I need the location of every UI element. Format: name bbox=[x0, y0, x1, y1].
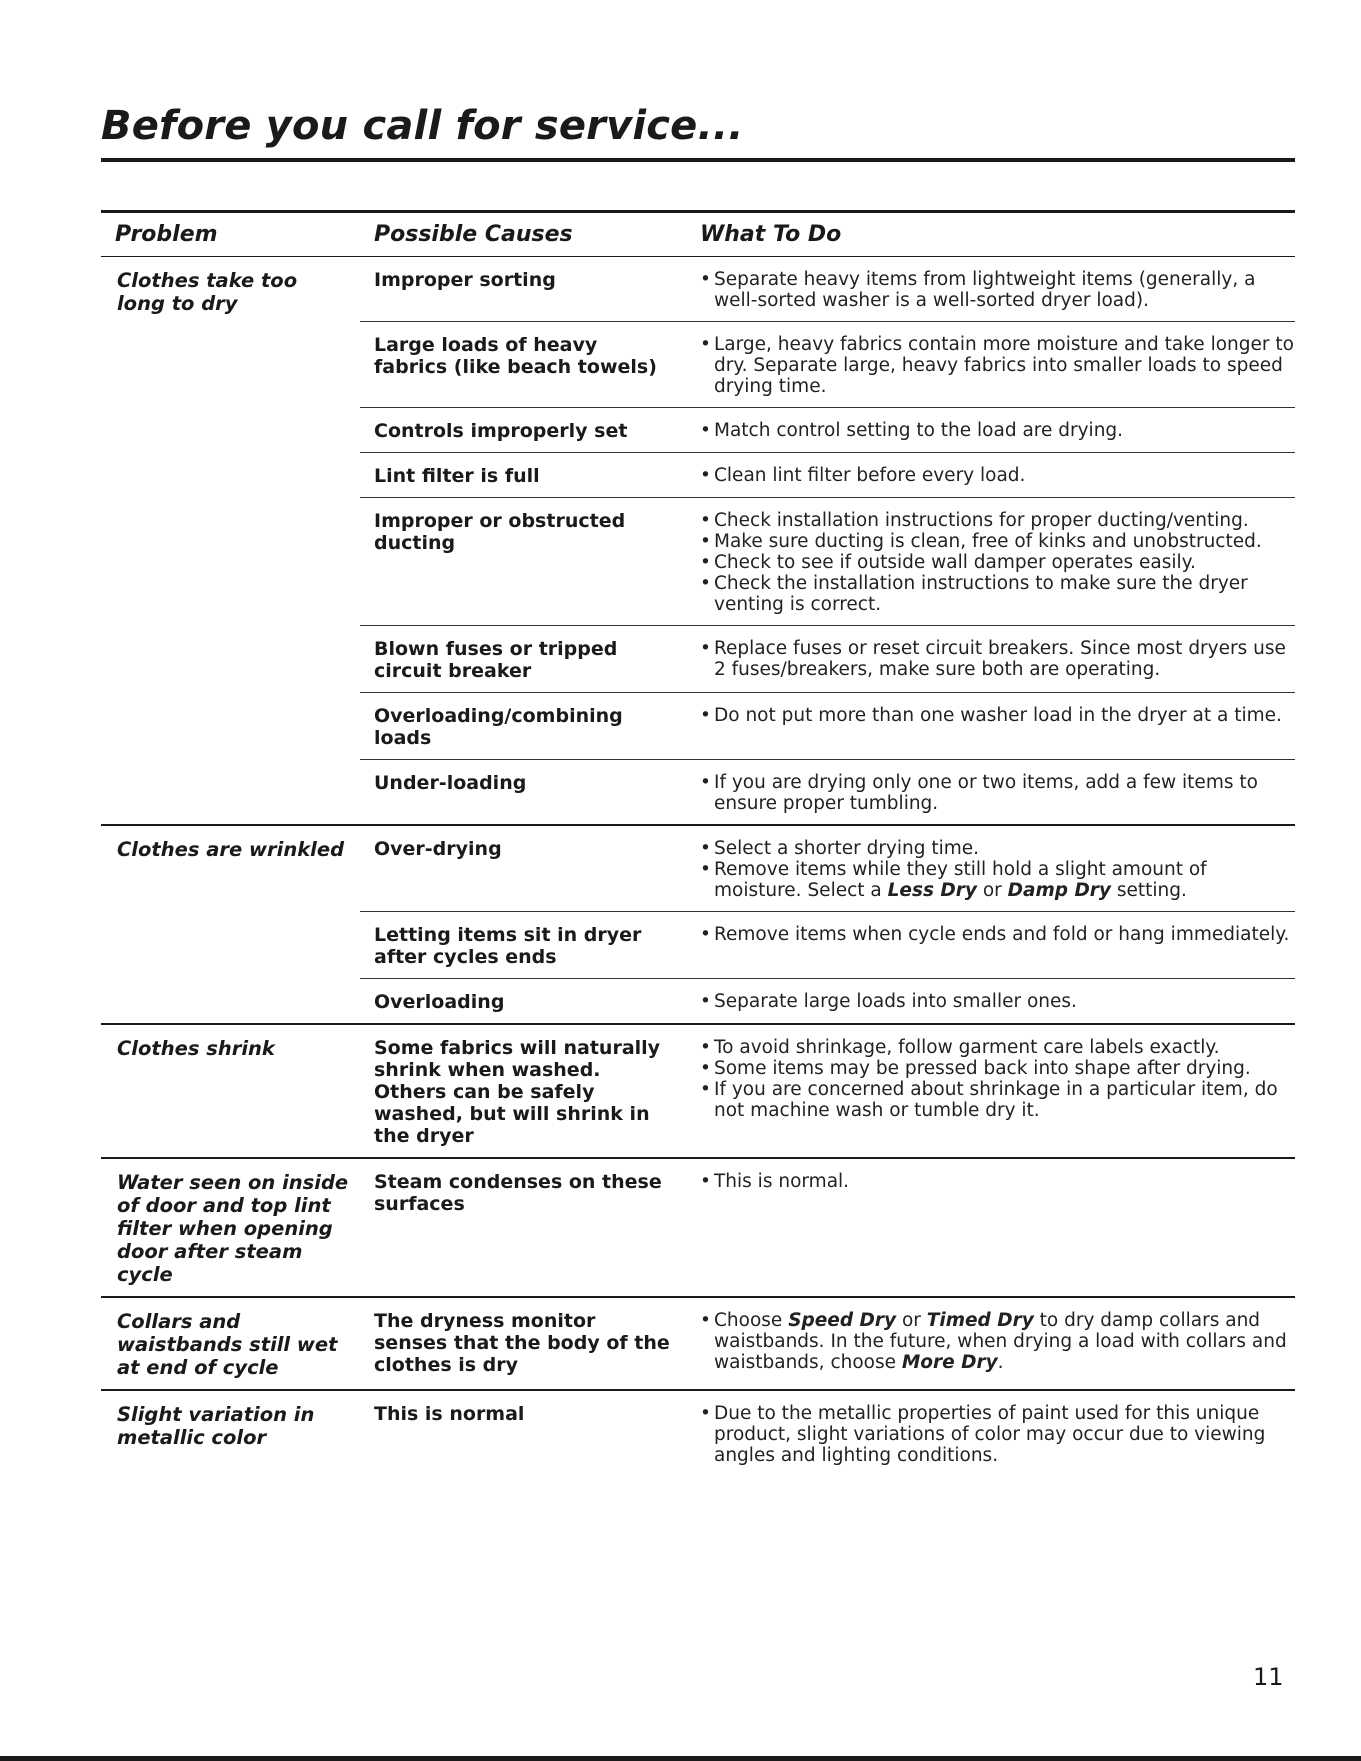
todo-item: • To avoid shrinkage, follow garment care labels exactly. bbox=[700, 1037, 1295, 1058]
table-row bbox=[360, 1391, 1295, 1476]
table-row bbox=[360, 1159, 1295, 1225]
table-row bbox=[360, 408, 1295, 453]
cause-text: Over-drying bbox=[374, 838, 502, 860]
todo-text bbox=[686, 912, 1295, 978]
cause-text: Overloading bbox=[374, 991, 505, 1013]
todo-item-rich: • Remove items while they still hold a slight amount of moisture. Select a Less Dry or Damp Dry setting. bbox=[700, 859, 1295, 901]
todo-text bbox=[686, 826, 1295, 911]
problem-text: Clothes take too long to dry bbox=[117, 269, 298, 315]
problem-text: Clothes are wrinkled bbox=[117, 838, 345, 861]
todo-item: • Large, heavy fabrics contain more moisture and take longer to dry. Separate large, heavy fabrics into smaller loads to speed drying time. bbox=[700, 334, 1295, 397]
problem-group bbox=[101, 257, 1295, 826]
todo-item: • If you are concerned about shrinkage in a particular item, do not machine wash or tumble dry it. bbox=[700, 1079, 1295, 1121]
todo-item: • Match control setting to the load are drying. bbox=[700, 420, 1295, 441]
header-todo: What To Do bbox=[700, 222, 842, 247]
problem-text: Water seen on inside of door and top lint filter when opening door after steam cycle bbox=[117, 1171, 349, 1286]
title-rule bbox=[101, 158, 1295, 162]
header-causes: Possible Causes bbox=[374, 222, 573, 247]
bottom-rule bbox=[0, 1756, 1361, 1761]
problem-text: Clothes shrink bbox=[117, 1037, 275, 1060]
todo-item: • This is normal. bbox=[700, 1171, 1295, 1192]
todo-text bbox=[686, 498, 1295, 625]
todo-text bbox=[686, 257, 1295, 321]
todo-text bbox=[686, 1298, 1295, 1386]
cause-text: Letting items sit in dryer after cycles ends bbox=[374, 924, 642, 968]
cause-text: Steam condenses on these surfaces bbox=[374, 1171, 662, 1215]
todo-text bbox=[686, 693, 1295, 759]
problem-group bbox=[101, 826, 1295, 1025]
table-header bbox=[101, 213, 1295, 257]
cause-text: Controls improperly set bbox=[374, 420, 628, 442]
todo-item: • Do not put more than one washer load in the dryer at a time. bbox=[700, 705, 1295, 726]
todo-item: • Check installation instructions for proper ducting/venting. bbox=[700, 510, 1295, 531]
problem-text: Collars and waistbands still wet at end of cycle bbox=[117, 1310, 338, 1379]
todo-item: • Clean lint filter before every load. bbox=[700, 465, 1295, 486]
problem-text: Slight variation in metallic color bbox=[117, 1403, 315, 1449]
page-number: 11 bbox=[1253, 1663, 1284, 1691]
todo-item: • Select a shorter drying time. bbox=[700, 838, 1295, 859]
cause-text: Under-loading bbox=[374, 772, 527, 794]
todo-text bbox=[686, 1159, 1295, 1225]
todo-text bbox=[686, 626, 1295, 692]
table-row bbox=[360, 912, 1295, 979]
todo-item: • Remove items when cycle ends and fold or hang immediately. bbox=[700, 924, 1295, 945]
header-problem: Problem bbox=[115, 222, 218, 247]
todo-text bbox=[686, 322, 1295, 407]
todo-text bbox=[686, 453, 1295, 497]
cause-text: Overloading/combining loads bbox=[374, 705, 623, 749]
todo-item: • If you are drying only one or two items, add a few items to ensure proper tumbling. bbox=[700, 772, 1295, 814]
todo-text bbox=[686, 760, 1295, 824]
cause-text: Blown fuses or tripped circuit breaker bbox=[374, 638, 618, 682]
cause-text: Improper sorting bbox=[374, 269, 556, 291]
troubleshooting-table bbox=[101, 210, 1295, 1476]
problem-group bbox=[101, 1159, 1295, 1298]
problem-group bbox=[101, 1391, 1295, 1476]
page-title: Before you call for service... bbox=[101, 103, 744, 149]
table-row bbox=[360, 1298, 1295, 1386]
todo-item: • Separate large loads into smaller ones. bbox=[700, 991, 1295, 1012]
problem-group bbox=[101, 1298, 1295, 1391]
cause-text: Large loads of heavy fabrics (like beach towels) bbox=[374, 334, 657, 378]
table-row bbox=[360, 693, 1295, 760]
cause-text: Some fabrics will naturally shrink when washed. Others can be safely washed, but will shrink in the dryer bbox=[374, 1037, 661, 1147]
table-row bbox=[360, 626, 1295, 693]
table-row bbox=[360, 453, 1295, 498]
cause-text: The dryness monitor senses that the body of the clothes is dry bbox=[374, 1310, 670, 1376]
todo-item: • Check to see if outside wall damper operates easily. bbox=[700, 552, 1295, 573]
todo-item: • Check the installation instructions to make sure the dryer venting is correct. bbox=[700, 573, 1295, 615]
todo-item: • Replace fuses or reset circuit breakers. Since most dryers use 2 fuses/breakers, make sure both are operating. bbox=[700, 638, 1295, 680]
cause-text: This is normal bbox=[374, 1403, 525, 1425]
table-row bbox=[360, 257, 1295, 322]
cause-text: Improper or obstructed ducting bbox=[374, 510, 626, 554]
table-row bbox=[360, 322, 1295, 408]
todo-text bbox=[686, 1025, 1295, 1157]
todo-item-rich: • Choose Speed Dry or Timed Dry to dry damp collars and waistbands. In the future, when drying a load with collars and waistbands, choose More Dry. bbox=[700, 1310, 1295, 1373]
table-row bbox=[360, 1025, 1295, 1157]
todo-text bbox=[686, 1391, 1295, 1476]
table-row bbox=[360, 826, 1295, 912]
table-row bbox=[360, 498, 1295, 626]
cause-text: Lint filter is full bbox=[374, 465, 540, 487]
todo-item: • Some items may be pressed back into shape after drying. bbox=[700, 1058, 1295, 1079]
problem-group bbox=[101, 1025, 1295, 1159]
todo-item: • Make sure ducting is clean, free of kinks and unobstructed. bbox=[700, 531, 1295, 552]
todo-item: • Due to the metallic properties of paint used for this unique product, slight variations of color may occur due to viewing angles and lighting conditions. bbox=[700, 1403, 1295, 1466]
table-row bbox=[360, 760, 1295, 824]
todo-text bbox=[686, 979, 1295, 1023]
todo-text bbox=[686, 408, 1295, 452]
todo-item: • Separate heavy items from lightweight items (generally, a well-sorted washer is a well-sorted dryer load). bbox=[700, 269, 1295, 311]
table-row bbox=[360, 979, 1295, 1023]
